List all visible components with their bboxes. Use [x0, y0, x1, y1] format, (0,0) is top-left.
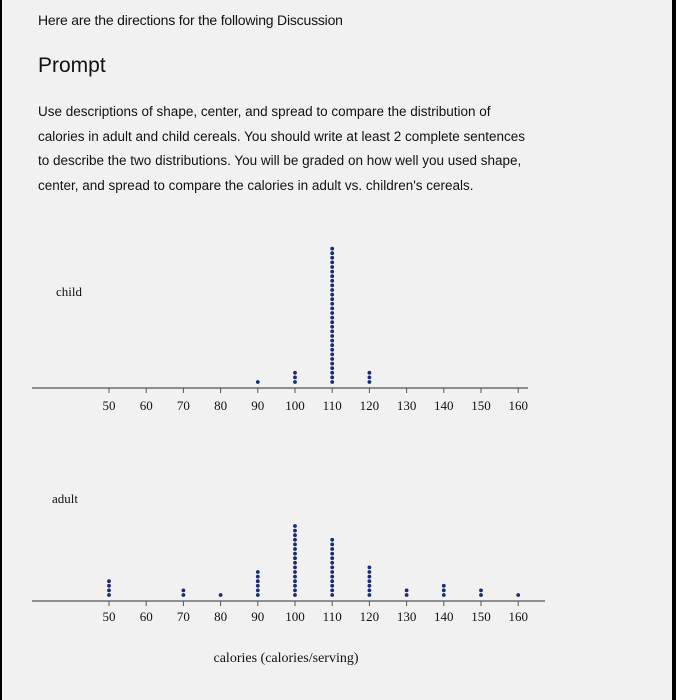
child-dot — [293, 371, 297, 375]
child-dot — [330, 307, 334, 311]
child-tick-label: 90 — [251, 398, 265, 413]
adult-dot — [368, 589, 372, 593]
child-dot — [330, 325, 334, 329]
child-dot — [330, 288, 334, 292]
adult-dot — [405, 593, 409, 597]
adult-dot — [368, 570, 372, 574]
adult-dot — [330, 538, 334, 542]
adult-dot — [330, 566, 334, 570]
adult-dot — [256, 589, 260, 593]
prompt-line: calories in adult and child cereals. You should write at least 2 complete sentences — [38, 128, 526, 144]
adult-dot — [107, 593, 111, 597]
adult-tick-label: 120 — [359, 609, 380, 624]
adult-dot — [330, 552, 334, 556]
adult-tick-label: 100 — [285, 609, 305, 624]
adult-dot — [330, 579, 334, 583]
child-dot — [330, 297, 334, 301]
adult-tick-label: 140 — [434, 609, 454, 624]
prompt-line: center, and spread to compare the calories in adult vs. children's cereals. — [38, 177, 474, 193]
adult-dot — [330, 584, 334, 588]
adult-tick-label: 160 — [508, 609, 528, 624]
child-dot — [330, 320, 334, 324]
child-tick-label: 60 — [139, 398, 153, 413]
adult-dot — [442, 589, 446, 593]
prompt-line: Use descriptions of shape, center, and spread to compare the distribution of — [38, 104, 491, 119]
child-dot — [368, 380, 372, 384]
child-dot — [330, 353, 334, 357]
adult-tick-label: 150 — [471, 609, 491, 624]
child-dot — [330, 366, 334, 370]
adult-dot — [330, 556, 334, 560]
child-tick-label: 80 — [214, 398, 228, 413]
child-dot — [330, 343, 334, 347]
adult-dot — [293, 529, 297, 533]
adult-dot — [293, 538, 297, 542]
adult-tick-label: 110 — [322, 609, 342, 624]
adult-dot — [479, 593, 483, 597]
adult-dot — [516, 593, 520, 597]
adult-dot — [293, 547, 297, 551]
child-dot — [256, 380, 260, 384]
child-dot — [293, 376, 297, 380]
child-dot — [368, 376, 372, 380]
adult-dot — [107, 589, 111, 593]
adult-dot — [330, 593, 334, 597]
child-dot — [330, 311, 334, 315]
child-tick-label: 50 — [102, 398, 116, 413]
adult-tick-label: 130 — [396, 609, 417, 624]
child-dot — [330, 362, 334, 366]
adult-dot — [368, 584, 372, 588]
adult-dot — [182, 589, 186, 593]
adult-dot — [368, 593, 372, 597]
child-dot — [330, 270, 334, 274]
adult-dot — [293, 579, 297, 583]
child-dot — [330, 376, 334, 380]
child-tick-label: 160 — [508, 398, 528, 413]
adult-dot — [293, 593, 297, 597]
adult-dot — [330, 561, 334, 565]
adult-dot — [107, 579, 111, 583]
child-tick-label: 110 — [322, 398, 342, 413]
adult-dot — [479, 589, 483, 593]
adult-dot — [442, 584, 446, 588]
adult-dot — [405, 589, 409, 593]
adult-dot — [330, 543, 334, 547]
child-tick-label: 100 — [285, 398, 305, 413]
prompt-heading: Prompt — [38, 54, 106, 77]
child-dot — [330, 357, 334, 361]
intro-text: Here are the directions for the following Discussion — [38, 12, 343, 28]
adult-tick-label: 80 — [214, 609, 228, 624]
adult-dot — [293, 533, 297, 537]
child-dot — [330, 274, 334, 278]
child-tick-label: 150 — [471, 398, 491, 413]
adult-dot — [256, 570, 260, 574]
child-tick-label: 140 — [434, 398, 454, 413]
adult-dot — [293, 556, 297, 560]
adult-dot — [293, 524, 297, 528]
child-dot — [330, 265, 334, 269]
adult-dot — [107, 584, 111, 588]
adult-dot — [256, 579, 260, 583]
adult-dot — [330, 589, 334, 593]
child-dot — [330, 330, 334, 334]
child-tick-label: 120 — [359, 398, 380, 413]
adult-dot — [293, 552, 297, 556]
prompt-line: to describe the two distributions. You will be graded on how well you used shape, — [38, 153, 522, 168]
adult-dot-plot — [32, 491, 545, 666]
child-dot — [330, 339, 334, 343]
adult-dot — [256, 593, 260, 597]
x-axis-label: calories (calories/serving) — [213, 651, 359, 666]
adult-dot — [219, 593, 223, 597]
child-tick-label: 70 — [176, 398, 190, 413]
child-dot — [330, 261, 334, 265]
adult-dot — [368, 579, 372, 583]
adult-dot — [368, 566, 372, 570]
child-dot — [368, 371, 372, 375]
child-dot-plot — [32, 247, 528, 413]
adult-dot — [293, 584, 297, 588]
adult-dot — [293, 561, 297, 565]
child-dot — [330, 316, 334, 320]
adult-dot — [182, 593, 186, 597]
child-tick-label: 130 — [396, 398, 417, 413]
child-panel-label: child — [56, 284, 82, 299]
adult-tick-label: 90 — [251, 609, 265, 624]
adult-tick-label: 70 — [176, 609, 190, 624]
child-dot — [330, 284, 334, 288]
child-dot — [330, 302, 334, 306]
child-dot — [330, 256, 334, 260]
child-dot — [330, 334, 334, 338]
adult-dot — [293, 566, 297, 570]
adult-tick-label: 60 — [139, 609, 153, 624]
adult-dot — [293, 570, 297, 574]
child-dot — [330, 247, 334, 251]
child-dot — [330, 251, 334, 255]
child-dot — [330, 380, 334, 384]
adult-panel-label: adult — [52, 491, 78, 506]
adult-dot — [256, 584, 260, 588]
child-dot — [330, 371, 334, 375]
child-dot — [330, 348, 334, 352]
adult-dot — [442, 593, 446, 597]
adult-dot — [330, 570, 334, 574]
adult-dot — [330, 575, 334, 579]
adult-dot — [293, 543, 297, 547]
child-dot — [330, 293, 334, 297]
adult-tick-label: 50 — [102, 609, 116, 624]
adult-dot — [256, 575, 260, 579]
child-dot — [293, 380, 297, 384]
adult-dot — [293, 575, 297, 579]
adult-dot — [330, 547, 334, 551]
adult-dot — [368, 575, 372, 579]
adult-dot — [293, 589, 297, 593]
child-dot — [330, 279, 334, 283]
